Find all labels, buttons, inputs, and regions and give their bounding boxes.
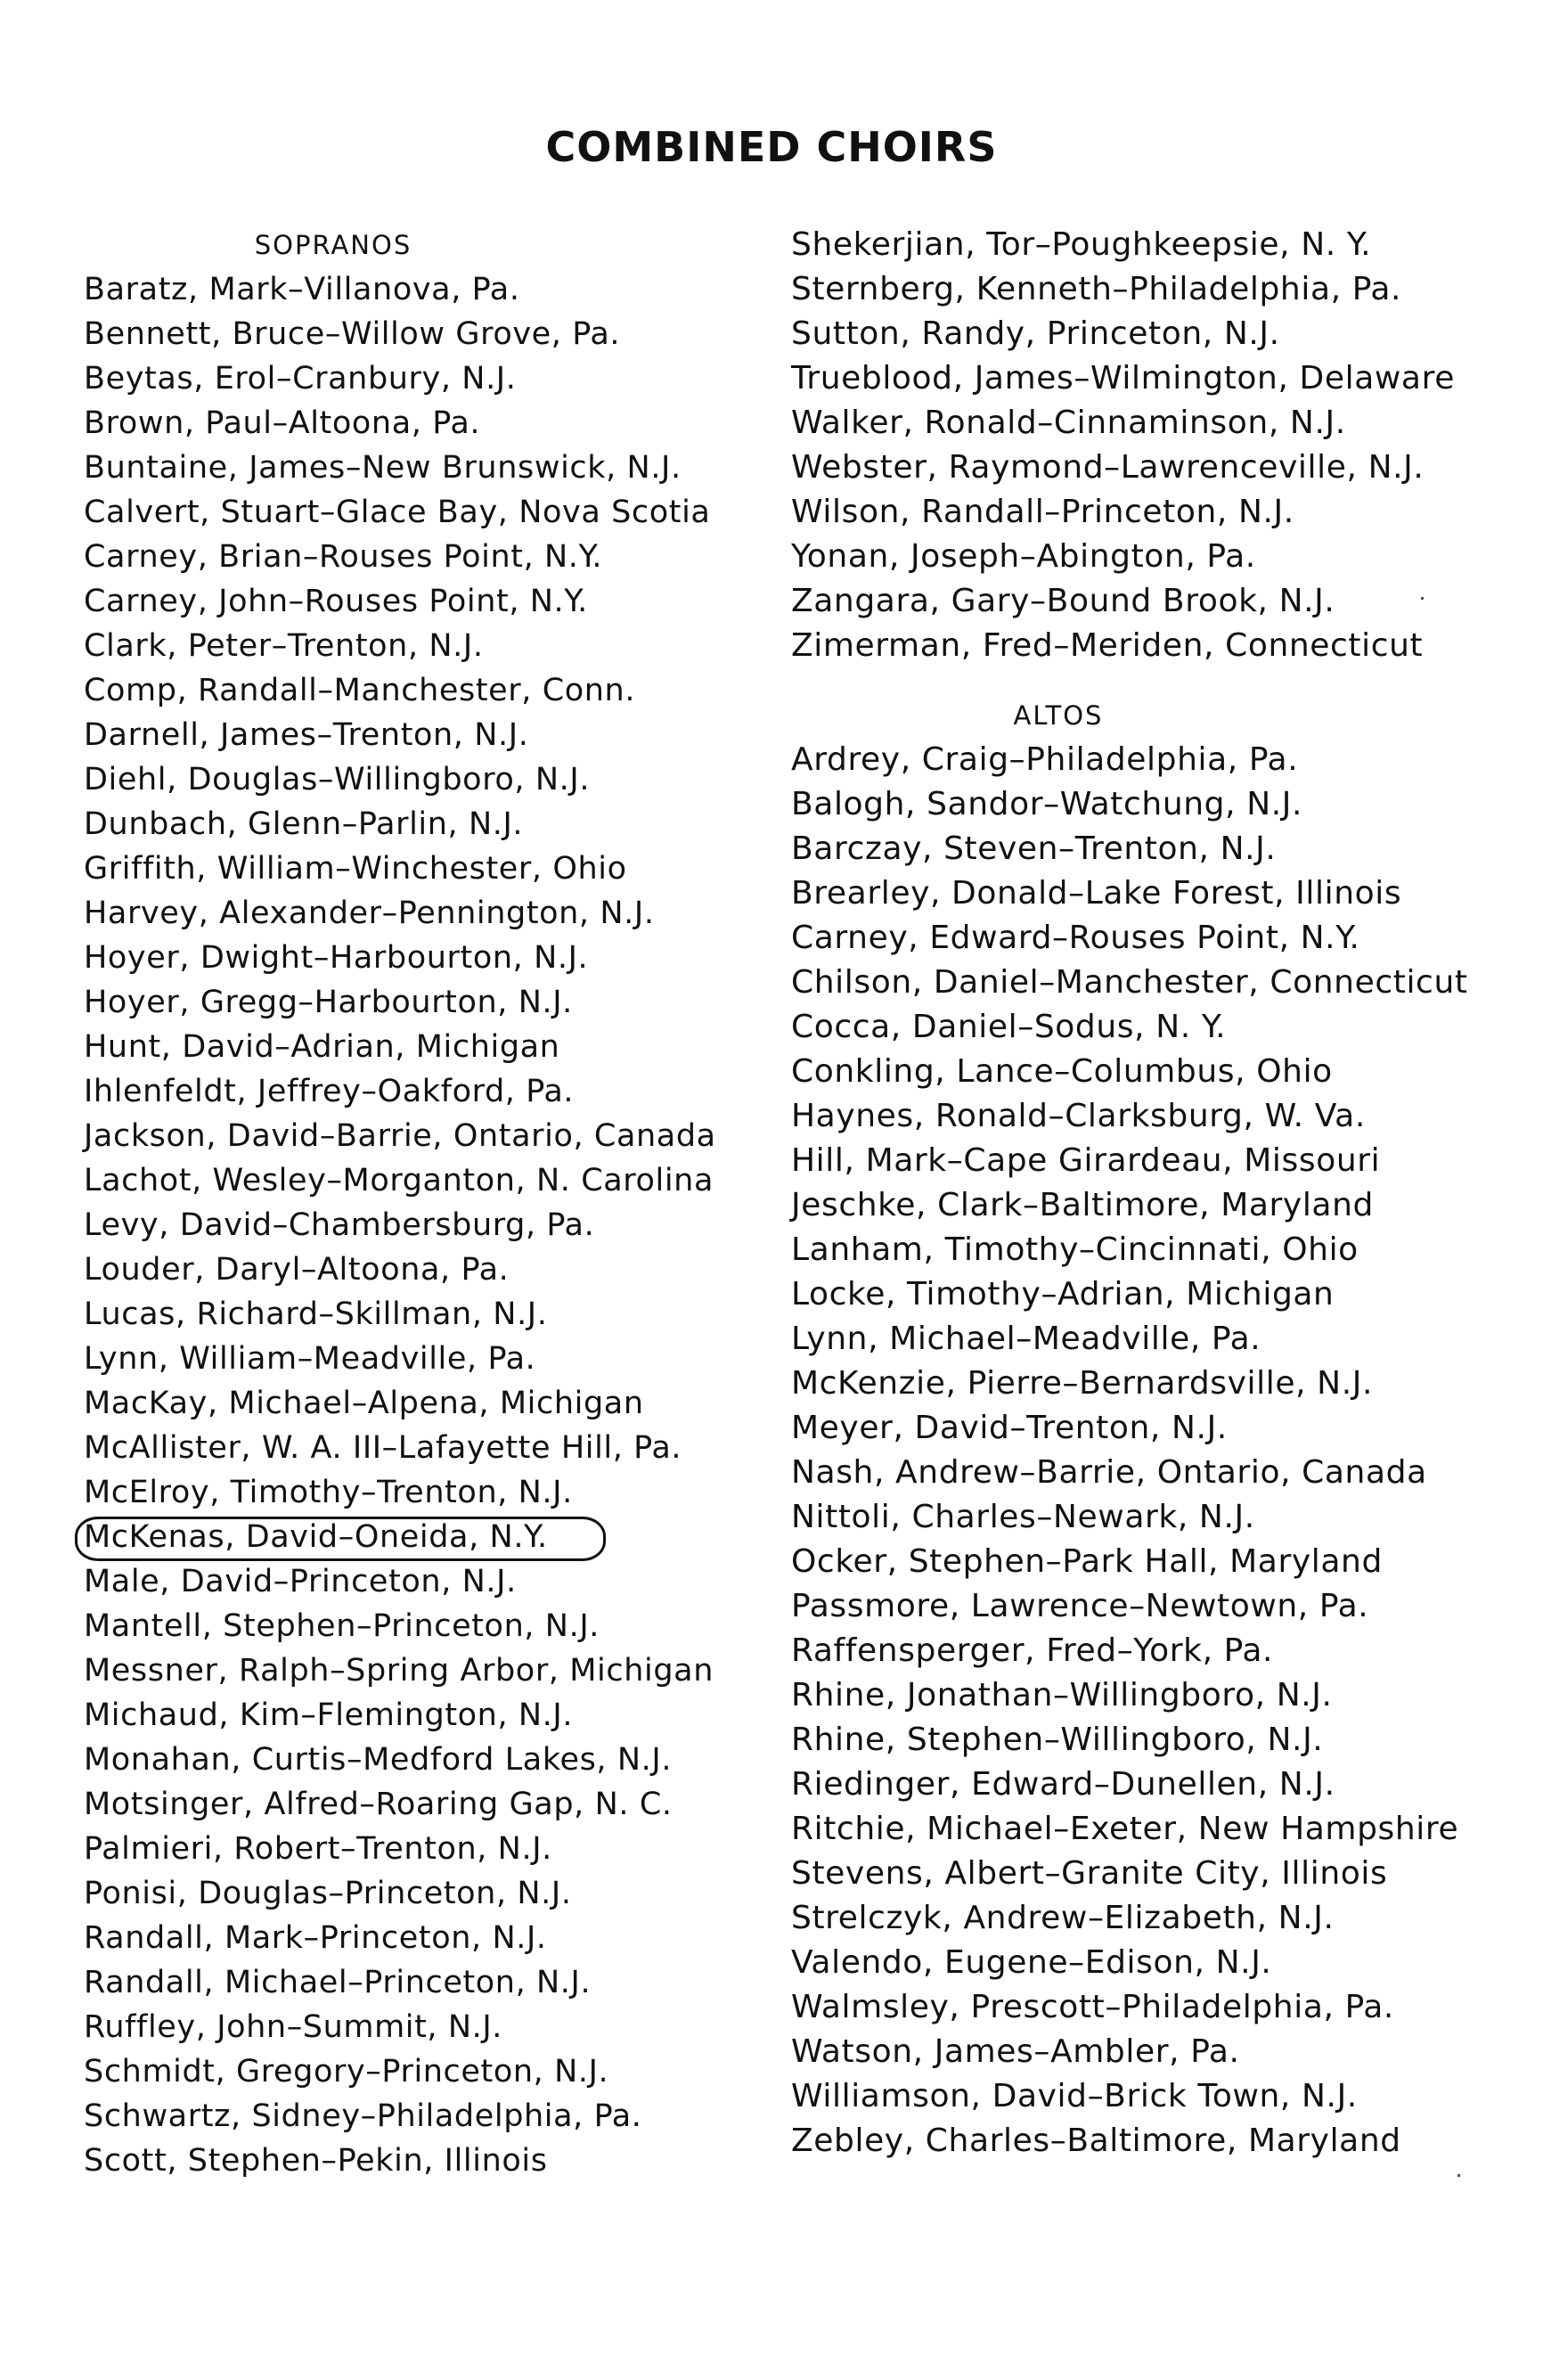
stray-mark (1457, 2174, 1460, 2177)
list-item: Lachot, Wesley–Morganton, N. Carolina (84, 1163, 714, 1198)
list-item: Lynn, Michael–Meadville, Pa. (791, 1321, 1261, 1357)
list-item: Louder, Daryl–Altoona, Pa. (84, 1252, 510, 1288)
ink-circle-annotation (75, 1517, 606, 1561)
page-title: COMBINED CHOIRS (545, 123, 998, 171)
list-item: Buntaine, James–New Brunswick, N.J. (84, 450, 682, 486)
list-item: Haynes, Ronald–Clarksburg, W. Va. (791, 1098, 1366, 1134)
list-item: Comp, Randall–Manchester, Conn. (84, 673, 636, 708)
list-item: Zebley, Charles–Baltimore, Maryland (791, 2122, 1401, 2159)
list-item: Trueblood, James–Wilmington, Delaware (791, 360, 1455, 397)
list-item: Schwartz, Sidney–Philadelphia, Pa. (84, 2098, 642, 2134)
list-item: McKenas, David–Oneida, N.Y. (84, 1515, 779, 1559)
list-item: Hunt, David–Adrian, Michigan (84, 1029, 560, 1065)
list-item: Carney, Edward–Rouses Point, N.Y. (791, 920, 1360, 956)
list-item: Monahan, Curtis–Medford Lakes, N.J. (84, 1742, 673, 1778)
list-item: Ihlenfeldt, Jeffrey–Oakford, Pa. (84, 1074, 575, 1109)
list-item: Rhine, Jonathan–Willingboro, N.J. (791, 1677, 1333, 1713)
list-item: Chilson, Daniel–Manchester, Connecticut (791, 964, 1468, 1001)
list-item: Hill, Mark–Cape Girardeau, Missouri (791, 1142, 1381, 1179)
list-item: Hoyer, Dwight–Harbourton, N.J. (84, 940, 589, 976)
list-item: Wilson, Randall–Princeton, N.J. (791, 494, 1294, 530)
list-item: Ardrey, Craig–Philadelphia, Pa. (791, 741, 1299, 778)
list-item: Ritchie, Michael–Exeter, New Hampshire (791, 1811, 1459, 1847)
list-item: Lucas, Richard–Skillman, N.J. (84, 1296, 548, 1332)
list-item: Rhine, Stephen–Willingboro, N.J. (791, 1722, 1324, 1758)
list-item: Jeschke, Clark–Baltimore, Maryland (791, 1187, 1374, 1223)
list-item: Messner, Ralph–Spring Arbor, Michigan (84, 1653, 714, 1689)
list-item: Ocker, Stephen–Park Hall, Maryland (791, 1543, 1383, 1580)
sopranos-heading: SOPRANOS (254, 230, 412, 260)
list-item: Motsinger, Alfred–Roaring Gap, N. C. (84, 1787, 673, 1822)
list-item: Carney, Brian–Rouses Point, N.Y. (84, 539, 603, 575)
list-item: Brown, Paul–Altoona, Pa. (84, 405, 481, 441)
list-item: Carney, John–Rouses Point, N.Y. (84, 584, 588, 619)
list-item: Male, David–Princeton, N.J. (84, 1564, 517, 1599)
sopranos-list (84, 267, 779, 2183)
list-item: Walker, Ronald–Cinnaminson, N.J. (791, 405, 1346, 441)
list-item: Dunbach, Glenn–Parlin, N.J. (84, 806, 524, 842)
list-item: Sutton, Randy, Princeton, N.J. (791, 315, 1280, 352)
list-item: Zangara, Gary–Bound Brook, N.J. (791, 583, 1335, 619)
list-item: Shekerjian, Tor–Poughkeepsie, N. Y. (791, 226, 1372, 263)
list-item: Valendo, Eugene–Edison, N.J. (791, 1944, 1272, 1981)
list-item: Diehl, Douglas–Willingboro, N.J. (84, 762, 591, 797)
altos-heading: ALTOS (1013, 700, 1104, 731)
list-item: McElroy, Timothy–Trenton, N.J. (84, 1475, 573, 1510)
list-item: Scott, Stephen–Pekin, Illinois (84, 2143, 548, 2179)
list-item: MacKay, Michael–Alpena, Michigan (84, 1386, 644, 1421)
list-item: Williamson, David–Brick Town, N.J. (791, 2078, 1358, 2114)
sopranos-continued-list (791, 223, 1522, 668)
list-item: Ponisi, Douglas–Princeton, N.J. (84, 1876, 572, 1911)
list-item: Sternberg, Kenneth–Philadelphia, Pa. (791, 271, 1402, 307)
list-item: Baratz, Mark–Villanova, Pa. (84, 272, 520, 307)
list-item: Nittoli, Charles–Newark, N.J. (791, 1499, 1255, 1535)
list-item: Schmidt, Gregory–Princeton, N.J. (84, 2054, 609, 2090)
list-item: Walmsley, Prescott–Philadelphia, Pa. (791, 1989, 1394, 2025)
list-item: Zimerman, Fred–Meriden, Connecticut (791, 627, 1424, 664)
altos-list (791, 738, 1522, 2163)
list-item: Raffensperger, Fred–York, Pa. (791, 1632, 1274, 1669)
list-item: Randall, Mark–Princeton, N.J. (84, 1920, 547, 1956)
list-item: Cocca, Daniel–Sodus, N. Y. (791, 1009, 1227, 1045)
stray-mark (1421, 597, 1424, 600)
list-item: Bennett, Bruce–Willow Grove, Pa. (84, 316, 621, 352)
right-column (791, 223, 1522, 2163)
list-item: Jackson, David–Barrie, Ontario, Canada (84, 1118, 716, 1154)
list-item: Beytas, Erol–Cranbury, N.J. (84, 361, 517, 397)
list-item: Clark, Peter–Trenton, N.J. (84, 628, 484, 664)
list-item: Calvert, Stuart–Glace Bay, Nova Scotia (84, 495, 711, 530)
list-item: Lynn, William–Meadville, Pa. (84, 1341, 536, 1377)
list-item: Barczay, Steven–Trenton, N.J. (791, 830, 1277, 867)
list-item: Griffith, William–Winchester, Ohio (84, 851, 627, 887)
list-item: Harvey, Alexander–Pennington, N.J. (84, 896, 655, 931)
list-item: Palmieri, Robert–Trenton, N.J. (84, 1831, 552, 1867)
list-item: Brearley, Donald–Lake Forest, Illinois (791, 875, 1402, 912)
list-item: Nash, Andrew–Barrie, Ontario, Canada (791, 1454, 1427, 1491)
list-item: Randall, Michael–Princeton, N.J. (84, 1965, 592, 2000)
list-item: Strelczyk, Andrew–Elizabeth, N.J. (791, 1900, 1335, 1936)
list-item: Darnell, James–Trenton, N.J. (84, 717, 529, 753)
list-item: Passmore, Lawrence–Newtown, Pa. (791, 1588, 1369, 1624)
list-item: Meyer, David–Trenton, N.J. (791, 1410, 1228, 1446)
list-item: Stevens, Albert–Granite City, Illinois (791, 1855, 1388, 1892)
list-item: Watson, James–Ambler, Pa. (791, 2033, 1240, 2070)
list-item: Levy, David–Chambersburg, Pa. (84, 1207, 595, 1243)
list-item: Webster, Raymond–Lawrenceville, N.J. (791, 449, 1425, 486)
list-item: Mantell, Stephen–Princeton, N.J. (84, 1608, 600, 1644)
list-item: McAllister, W. A. III–Lafayette Hill, Pa. (84, 1430, 682, 1466)
list-item: Hoyer, Gregg–Harbourton, N.J. (84, 985, 573, 1020)
list-item: Lanham, Timothy–Cincinnati, Ohio (791, 1231, 1359, 1268)
list-item: Locke, Timothy–Adrian, Michigan (791, 1276, 1335, 1313)
list-item: Balogh, Sandor–Watchung, N.J. (791, 786, 1303, 822)
list-item: McKenzie, Pierre–Bernardsville, N.J. (791, 1365, 1374, 1402)
list-item: Ruffley, John–Summit, N.J. (84, 2009, 503, 2045)
list-item: Conkling, Lance–Columbus, Ohio (791, 1053, 1333, 1090)
list-item: Michaud, Kim–Flemington, N.J. (84, 1697, 574, 1733)
left-column (84, 223, 779, 2183)
list-item: Riedinger, Edward–Dunellen, N.J. (791, 1766, 1335, 1803)
list-item: Yonan, Joseph–Abington, Pa. (791, 538, 1256, 575)
